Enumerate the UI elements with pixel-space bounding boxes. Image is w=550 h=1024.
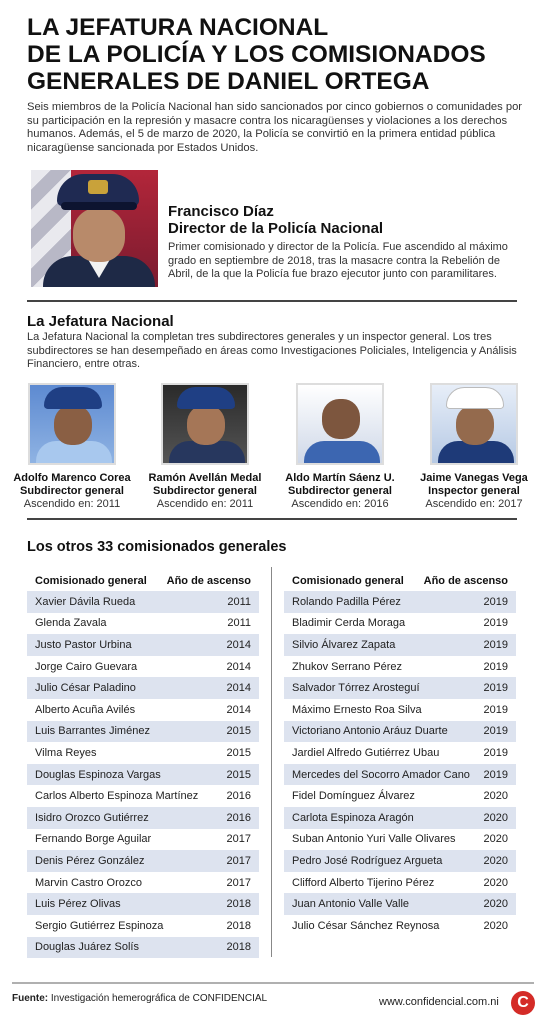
commissioners-table-right (284, 570, 516, 937)
commissioner-name: Victoriano Antonio Aráuz Duarte (292, 725, 448, 738)
member-card (6, 383, 138, 511)
commissioner-name: Luis Pérez Olivas (35, 898, 121, 911)
promotion-year: 2015 (226, 746, 251, 759)
police-badge-icon (88, 180, 108, 194)
commissioner-name: Isidro Orozco Gutiérrez (35, 811, 149, 824)
member-year: Ascendido en: 2011 (156, 498, 254, 510)
table-row (284, 829, 516, 851)
table-row (27, 764, 259, 786)
promotion-year: 2019 (483, 595, 508, 608)
commissioner-name: Xavier Dávila Rueda (35, 595, 136, 608)
promotion-year: 2018 (226, 898, 251, 911)
commissioner-name: Justo Pastor Urbina (35, 638, 132, 651)
commissioner-name: Luis Barrantes Jiménez (35, 725, 150, 738)
table-row (27, 785, 259, 807)
table-row (27, 850, 259, 872)
col-name-header: Comisionado general (35, 574, 147, 587)
col-name-header: Comisionado general (292, 574, 404, 587)
title-line-3: GENERALES DE DANIEL ORTEGA (27, 68, 430, 95)
promotion-year: 2014 (226, 638, 251, 651)
table-row (27, 893, 259, 915)
table-row (284, 613, 516, 635)
promotion-year: 2011 (227, 617, 251, 630)
member-year: Ascendido en: 2011 (23, 498, 121, 510)
commissioner-name: Suban Antonio Yuri Valle Olivares (292, 833, 456, 846)
title-line-1: LA JEFATURA NACIONAL (27, 14, 329, 41)
promotion-year: 2015 (226, 725, 251, 738)
table-row (284, 915, 516, 937)
member-role: Subdirector general (153, 485, 257, 497)
francisco-diaz-photo (31, 170, 158, 287)
source-note (12, 993, 267, 1004)
promotion-year: 2019 (483, 746, 508, 759)
commissioner-name: Denis Pérez González (35, 854, 145, 867)
table-row (284, 893, 516, 915)
commissioner-name: Mercedes del Socorro Amador Cano (292, 768, 470, 781)
promotion-year: 2014 (226, 703, 251, 716)
table-row (27, 591, 259, 613)
jefatura-title: La Jefatura Nacional (27, 313, 174, 330)
commissioner-name: Máximo Ernesto Roa Silva (292, 703, 422, 716)
promotion-year: 2017 (226, 876, 251, 889)
table-row (27, 937, 259, 959)
commissioner-name: Vilma Reyes (35, 746, 97, 759)
promotion-year: 2020 (483, 811, 508, 824)
page-title (27, 14, 527, 95)
member-role: Subdirector general (20, 485, 124, 497)
promotion-year: 2019 (483, 617, 508, 630)
table-row (27, 699, 259, 721)
commissioner-name: Jorge Cairo Guevara (35, 660, 138, 673)
table-row (27, 721, 259, 743)
featured-name: Francisco Díaz (168, 203, 274, 220)
title-line-2: DE LA POLICÍA Y LOS COMISIONADOS (27, 41, 486, 68)
divider (27, 300, 517, 302)
table-row (27, 807, 259, 829)
promotion-year: 2017 (226, 854, 251, 867)
member-photo (430, 383, 518, 465)
member-role: Inspector general (428, 485, 520, 497)
divider (27, 518, 517, 520)
footer-divider (12, 982, 534, 984)
member-name: Ramón Avellán Medal (148, 472, 262, 484)
member-year: Ascendido en: 2017 (425, 498, 523, 510)
promotion-year: 2014 (226, 660, 251, 673)
promotion-year: 2016 (226, 790, 251, 803)
table-row (284, 677, 516, 699)
commissioner-name: Silvio Álvarez Zapata (292, 638, 396, 651)
member-name: Aldo Martín Sáenz U. (285, 472, 395, 484)
source-text: Investigación hemerográfica de CONFIDENCIAL (48, 993, 268, 1004)
promotion-year: 2019 (483, 682, 508, 695)
table-row (284, 850, 516, 872)
member-photo (296, 383, 384, 465)
table-row (27, 634, 259, 656)
promotion-year: 2020 (483, 876, 508, 889)
featured-description: Primer comisionado y director de la Policía. Fue ascendido al máximo grado en septiembre de 2018, tras la masacre contra la Rebelión de Abril, de la que la Policía fue brazo ejecutor junto con paramilitares. (168, 241, 508, 280)
commissioner-name: Rolando Padilla Pérez (292, 595, 401, 608)
commissioner-name: Zhukov Serrano Pérez (292, 660, 403, 673)
commissioner-name: Douglas Espinoza Vargas (35, 768, 161, 781)
commissioners-table-left (27, 570, 259, 958)
promotion-year: 2020 (483, 854, 508, 867)
table-row (284, 872, 516, 894)
table-row (284, 699, 516, 721)
commissioner-name: Bladimir Cerda Moraga (292, 617, 406, 630)
commissioner-name: Julio César Sánchez Reynosa (292, 919, 440, 932)
member-card (139, 383, 271, 511)
table-row (284, 742, 516, 764)
commissioner-name: Marvin Castro Orozco (35, 876, 142, 889)
commissioner-name: Carlota Espinoza Aragón (292, 811, 414, 824)
member-card (408, 383, 540, 511)
member-role: Subdirector general (288, 485, 392, 497)
table-row (284, 656, 516, 678)
commissioner-name: Jardiel Alfredo Gutiérrez Ubau (292, 746, 440, 759)
column-divider (271, 567, 272, 957)
commissioner-name: Fidel Domínguez Álvarez (292, 790, 415, 803)
source-label: Fuente: (12, 993, 49, 1004)
featured-role: Director de la Policía Nacional (168, 220, 384, 237)
confidencial-logo-icon: C (511, 991, 535, 1015)
jefatura-description: La Jefatura Nacional la completan tres subdirectores generales y un inspector general. Los tres subdirectores se han desempeñado en áreas como Investigaciones Policiales, Inteligencia y Análisis Financiero, entre otras. (27, 331, 517, 371)
table-row (284, 807, 516, 829)
table-header (27, 570, 259, 591)
commissioner-name: Glenda Zavala (35, 617, 107, 630)
member-photo (28, 383, 116, 465)
table-row (27, 872, 259, 894)
commissioner-name: Pedro José Rodríguez Argueta (292, 854, 443, 867)
promotion-year: 2015 (226, 768, 251, 781)
member-name: Jaime Vanegas Vega (420, 472, 528, 484)
promotion-year: 2018 (226, 919, 251, 932)
member-card (274, 383, 406, 511)
commissioner-name: Juan Antonio Valle Valle (292, 898, 410, 911)
table-row (27, 915, 259, 937)
table-row (27, 656, 259, 678)
intro-paragraph: Seis miembros de la Policía Nacional han sido sancionados por cinco gobiernos o comunidades por su participación en la represión y masacre contra los nicaragüenses y violaciones a los derechos humanos. Además, el 5 de marzo de 2020, la Policía se convirtió en la primera entidad pública nicaragüense sancionada por Estados Unidos. (27, 101, 523, 154)
commissioner-name: Carlos Alberto Espinoza Martínez (35, 790, 199, 803)
table-row (284, 785, 516, 807)
promotion-year: 2019 (483, 638, 508, 651)
member-year: Ascendido en: 2016 (291, 498, 389, 510)
promotion-year: 2020 (483, 898, 508, 911)
table-row (27, 677, 259, 699)
promotion-year: 2019 (483, 660, 508, 673)
member-name: Adolfo Marenco Corea (13, 472, 131, 484)
col-year-header: Año de ascenso (423, 574, 508, 587)
promotion-year: 2020 (483, 919, 508, 932)
promotion-year: 2011 (227, 595, 251, 608)
commissioner-name: Alberto Acuña Avilés (35, 703, 136, 716)
commissioner-name: Sergio Gutiérrez Espinoza (35, 919, 164, 932)
promotion-year: 2016 (226, 811, 251, 824)
promotion-year: 2020 (483, 833, 508, 846)
commissioner-name: Fernando Borge Aguilar (35, 833, 152, 846)
table-row (284, 591, 516, 613)
table-header (284, 570, 516, 591)
promotion-year: 2019 (483, 703, 508, 716)
table-row (284, 721, 516, 743)
col-year-header: Año de ascenso (166, 574, 251, 587)
table-row (27, 742, 259, 764)
commissioner-name: Salvador Tórrez Arosteguí (292, 682, 420, 695)
promotion-year: 2020 (483, 790, 508, 803)
promotion-year: 2018 (226, 941, 251, 954)
table-row (27, 613, 259, 635)
commissioner-name: Julio César Paladino (35, 682, 136, 695)
commissioner-name: Clifford Alberto Tijerino Pérez (292, 876, 435, 889)
commissioner-name: Douglas Juárez Solís (35, 941, 139, 954)
site-url: www.confidencial.com.ni (379, 996, 499, 1008)
member-photo (161, 383, 249, 465)
table-row (284, 764, 516, 786)
promotion-year: 2019 (483, 725, 508, 738)
promotion-year: 2014 (226, 682, 251, 695)
promotion-year: 2019 (483, 768, 508, 781)
promotion-year: 2017 (226, 833, 251, 846)
table-row (27, 829, 259, 851)
others-title: Los otros 33 comisionados generales (27, 539, 287, 555)
table-row (284, 634, 516, 656)
